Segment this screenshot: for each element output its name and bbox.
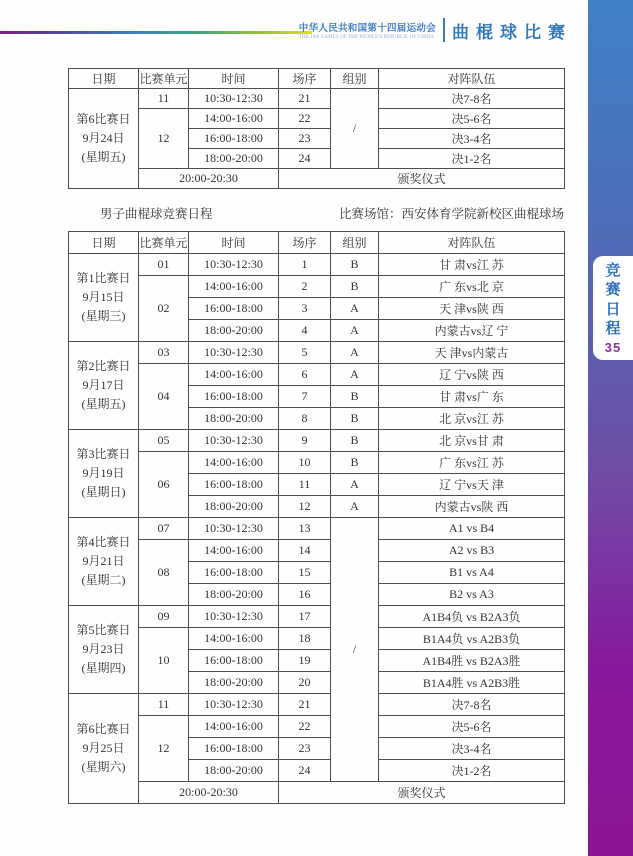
group-cell: B	[331, 452, 379, 474]
group-cell: B	[331, 386, 379, 408]
time-cell: 14:00-16:00	[189, 716, 279, 738]
time-cell: 16:00-18:00	[189, 386, 279, 408]
group-cell: A	[331, 298, 379, 320]
date-line: (星期五)	[81, 150, 126, 165]
unit-cell: 08	[139, 540, 189, 606]
tab-label-char: 程	[605, 319, 621, 337]
header-row	[69, 232, 565, 254]
date-line: (星期五)	[81, 397, 126, 412]
group-cell: B	[331, 276, 379, 298]
group-cell: B	[331, 430, 379, 452]
header-row	[69, 69, 565, 89]
teams-cell: 天 津vs陕 西	[379, 298, 565, 320]
unit-cell: 12	[139, 109, 189, 169]
section-tab	[593, 256, 633, 360]
date-line: 第2比赛日	[76, 358, 131, 373]
date-line: 9月21日	[82, 553, 125, 568]
unit-cell: 02	[139, 276, 189, 342]
unit-cell: 10	[139, 628, 189, 694]
teams-cell: B2 vs A3	[379, 584, 565, 606]
match-number-cell: 21	[279, 89, 331, 109]
teams-cell: 决5-6名	[379, 716, 565, 738]
time-cell: 18:00-20:00	[189, 320, 279, 342]
schedule-row	[69, 694, 565, 716]
unit-cell: 05	[139, 430, 189, 452]
unit-cell: 04	[139, 364, 189, 430]
teams-cell: 决5-6名	[379, 109, 565, 129]
time-cell: 16:00-18:00	[189, 298, 279, 320]
ceremony-time-cell: 20:00-20:30	[139, 782, 279, 804]
match-number-cell: 10	[279, 452, 331, 474]
schedule-table-men	[68, 231, 565, 804]
match-number-cell: 4	[279, 320, 331, 342]
date-line: 9月19日	[82, 465, 125, 480]
date-line: 第4比赛日	[76, 534, 131, 549]
unit-cell: 07	[139, 518, 189, 540]
schedule-row	[69, 628, 565, 650]
match-number-cell: 14	[279, 540, 331, 562]
group-cell: B	[331, 254, 379, 276]
col-header-date: 日期	[69, 69, 139, 89]
unit-cell: 09	[139, 606, 189, 628]
schedule-row	[69, 518, 565, 540]
time-cell: 10:30-12:30	[189, 606, 279, 628]
schedule-row	[69, 716, 565, 738]
col-header-unit: 比赛单元	[139, 232, 189, 254]
time-cell: 10:30-12:30	[189, 518, 279, 540]
teams-cell: 内蒙古vs陕 西	[379, 496, 565, 518]
col-header-time: 时间	[189, 69, 279, 89]
match-number-cell: 22	[279, 109, 331, 129]
date-line: (星期六)	[81, 760, 126, 775]
teams-cell: 甘 肃vs广 东	[379, 386, 565, 408]
schedule-table-top	[68, 68, 565, 189]
match-number-cell: 11	[279, 474, 331, 496]
schedule-row	[69, 342, 565, 364]
time-cell: 14:00-16:00	[189, 628, 279, 650]
time-cell: 16:00-18:00	[189, 474, 279, 496]
schedule-row	[69, 452, 565, 474]
group-cell: /	[331, 89, 379, 169]
match-number-cell: 2	[279, 276, 331, 298]
teams-cell: 北 京vs甘 肃	[379, 430, 565, 452]
schedule-row	[69, 606, 565, 628]
ceremony-label-cell: 颁奖仪式	[279, 782, 565, 804]
ceremony-row	[69, 782, 565, 804]
teams-cell: 决7-8名	[379, 694, 565, 716]
teams-cell: B1 vs A4	[379, 562, 565, 584]
col-header-date: 日期	[69, 232, 139, 254]
group-cell: A	[331, 364, 379, 386]
schedule-row	[69, 254, 565, 276]
header-divider	[443, 18, 445, 42]
match-number-cell: 7	[279, 386, 331, 408]
group-cell: A	[331, 474, 379, 496]
time-cell: 16:00-18:00	[189, 562, 279, 584]
time-cell: 10:30-12:30	[189, 430, 279, 452]
tab-label-char: 竞	[605, 262, 621, 280]
time-cell: 10:30-12:30	[189, 694, 279, 716]
teams-cell: 决3-4名	[379, 738, 565, 760]
col-header-group: 组别	[331, 232, 379, 254]
col-header-seq: 场序	[279, 69, 331, 89]
ceremony-row	[69, 169, 565, 189]
match-number-cell: 17	[279, 606, 331, 628]
teams-cell: 广 东vs江 苏	[379, 452, 565, 474]
games-title-block	[299, 20, 436, 40]
date-line: 9月25日	[82, 740, 125, 755]
header-gradient-line	[0, 31, 312, 34]
teams-cell: 辽 宁vs天 津	[379, 474, 565, 496]
games-title-en: THE 14th GAMES OF THE PEOPLE'S REPUBLIC OF CHINA	[298, 35, 435, 40]
time-cell: 16:00-18:00	[189, 129, 279, 149]
match-number-cell: 9	[279, 430, 331, 452]
match-number-cell: 21	[279, 694, 331, 716]
teams-cell: 决3-4名	[379, 129, 565, 149]
venue-label: 比赛场馆：西安体育学院新校区曲棍球场	[338, 207, 564, 221]
match-number-cell: 5	[279, 342, 331, 364]
teams-cell: 甘 肃vs江 苏	[379, 254, 565, 276]
group-cell: B	[331, 408, 379, 430]
time-cell: 16:00-18:00	[189, 738, 279, 760]
match-number-cell: 13	[279, 518, 331, 540]
match-number-cell: 8	[279, 408, 331, 430]
ceremony-time-cell: 20:00-20:30	[139, 169, 279, 189]
teams-cell: 决7-8名	[379, 89, 565, 109]
match-number-cell: 18	[279, 628, 331, 650]
time-cell: 16:00-18:00	[189, 650, 279, 672]
date-line: 第6比赛日	[76, 111, 131, 126]
teams-cell: 决1-2名	[379, 760, 565, 782]
page-header	[298, 14, 572, 46]
schedule-row	[69, 109, 565, 129]
match-number-cell: 24	[279, 149, 331, 169]
match-number-cell: 6	[279, 364, 331, 386]
date-cell	[69, 518, 139, 606]
time-cell: 14:00-16:00	[189, 540, 279, 562]
teams-cell: B1A4胜 vs A2B3胜	[379, 672, 565, 694]
group-cell: A	[331, 320, 379, 342]
group-cell: A	[331, 496, 379, 518]
col-header-group: 组别	[331, 69, 379, 89]
schedule-row	[69, 430, 565, 452]
unit-cell: 06	[139, 452, 189, 518]
time-cell: 14:00-16:00	[189, 364, 279, 386]
col-header-seq: 场序	[279, 232, 331, 254]
col-header-unit: 比赛单元	[139, 69, 189, 89]
teams-cell: 内蒙古vs辽 宁	[379, 320, 565, 342]
teams-cell: A1B4胜 vs B2A3胜	[379, 650, 565, 672]
event-title: 曲棍球比赛	[452, 22, 572, 42]
unit-cell: 12	[139, 716, 189, 782]
unit-cell: 03	[139, 342, 189, 364]
teams-cell: 辽 宁vs陕 西	[379, 364, 565, 386]
schedule-row	[69, 276, 565, 298]
date-line: (星期二)	[81, 573, 126, 588]
games-title-cn: 中华人民共和国第十四届运动会	[298, 24, 436, 34]
schedule-row	[69, 89, 565, 109]
date-line: (星期日)	[81, 485, 126, 500]
date-cell	[69, 254, 139, 342]
sidebar-gradient-strip	[588, 0, 633, 856]
teams-cell: A2 vs B3	[379, 540, 565, 562]
time-cell: 10:30-12:30	[189, 342, 279, 364]
tab-label-char: 赛	[605, 281, 621, 299]
col-header-teams: 对阵队伍	[379, 69, 565, 89]
match-number-cell: 23	[279, 129, 331, 149]
time-cell: 18:00-20:00	[189, 149, 279, 169]
teams-cell: 北 京vs江 苏	[379, 408, 565, 430]
teams-cell: 天 津vs内蒙古	[379, 342, 565, 364]
date-cell	[69, 430, 139, 518]
date-cell	[69, 606, 139, 694]
time-cell: 18:00-20:00	[189, 408, 279, 430]
match-number-cell: 16	[279, 584, 331, 606]
time-cell: 18:00-20:00	[189, 496, 279, 518]
date-line: 9月17日	[82, 377, 125, 392]
schedule-row	[69, 364, 565, 386]
teams-cell: A1 vs B4	[379, 518, 565, 540]
date-line: 9月24日	[82, 130, 125, 145]
unit-cell: 01	[139, 254, 189, 276]
date-line: 第3比赛日	[76, 446, 131, 461]
date-cell	[69, 89, 139, 189]
date-line: (星期四)	[81, 661, 126, 676]
match-number-cell: 23	[279, 738, 331, 760]
tab-label-char: 日	[605, 300, 621, 318]
teams-cell: A1B4负 vs B2A3负	[379, 606, 565, 628]
col-header-teams: 对阵队伍	[379, 232, 565, 254]
ceremony-label-cell: 颁奖仪式	[279, 169, 565, 189]
time-cell: 18:00-20:00	[189, 760, 279, 782]
page-number: 35	[604, 339, 622, 355]
date-line: 9月23日	[82, 641, 125, 656]
teams-cell: 广 东vs北 京	[379, 276, 565, 298]
unit-cell: 11	[139, 89, 189, 109]
group-cell: /	[331, 518, 379, 782]
match-number-cell: 12	[279, 496, 331, 518]
match-number-cell: 1	[279, 254, 331, 276]
date-line: 第1比赛日	[76, 270, 131, 285]
match-number-cell: 20	[279, 672, 331, 694]
date-line: 第6比赛日	[76, 721, 131, 736]
section-title: 男子曲棍球竞赛日程	[100, 207, 213, 221]
match-number-cell: 22	[279, 716, 331, 738]
teams-cell: 决1-2名	[379, 149, 565, 169]
match-number-cell: 19	[279, 650, 331, 672]
time-cell: 14:00-16:00	[189, 109, 279, 129]
group-cell: A	[331, 342, 379, 364]
match-number-cell: 15	[279, 562, 331, 584]
col-header-time: 时间	[189, 232, 279, 254]
time-cell: 10:30-12:30	[189, 89, 279, 109]
schedule-row	[69, 540, 565, 562]
time-cell: 14:00-16:00	[189, 276, 279, 298]
time-cell: 14:00-16:00	[189, 452, 279, 474]
date-cell	[69, 694, 139, 804]
time-cell: 18:00-20:00	[189, 672, 279, 694]
time-cell: 10:30-12:30	[189, 254, 279, 276]
date-line: 9月15日	[82, 289, 125, 304]
date-line: 第5比赛日	[76, 622, 131, 637]
match-number-cell: 24	[279, 760, 331, 782]
section-row	[68, 203, 564, 223]
time-cell: 18:00-20:00	[189, 584, 279, 606]
date-line: (星期三)	[81, 309, 126, 324]
match-number-cell: 3	[279, 298, 331, 320]
unit-cell: 11	[139, 694, 189, 716]
date-cell	[69, 342, 139, 430]
teams-cell: B1A4负 vs A2B3负	[379, 628, 565, 650]
